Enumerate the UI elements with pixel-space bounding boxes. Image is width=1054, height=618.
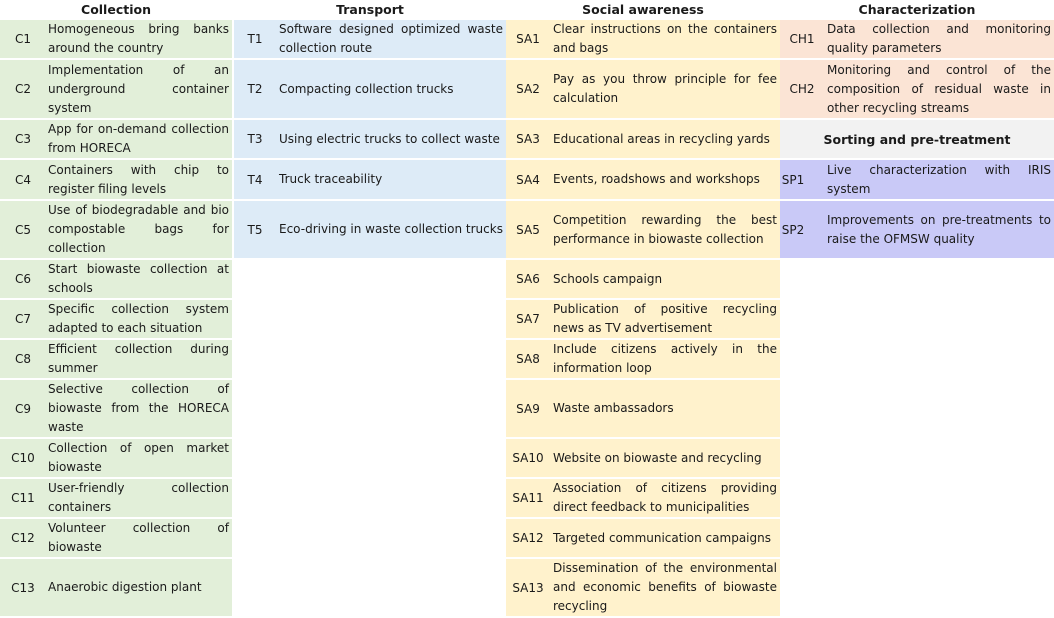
row-description: Dissemination of the environmental and economic benefits of biowaste recycling (553, 561, 777, 613)
row-code: C8 (14, 352, 31, 366)
row-description: Eco-driving in waste collection trucks (279, 222, 503, 236)
social-awareness-header: Social awareness (506, 0, 780, 21)
table-row (0, 160, 232, 201)
row-description: Waste ambassadors (553, 401, 674, 415)
row-description: Monitoring and control of the composition of residual waste in other recycling streams (827, 62, 1051, 115)
row-code: SP1 (781, 172, 805, 187)
sorting-pretreatment-header: Sorting and pre-treatment (780, 120, 1054, 160)
row-code: SA7 (516, 312, 540, 326)
row-description: Competition rewarding the best performance in biowaste collection (553, 212, 777, 246)
row-code: C12 (11, 531, 35, 545)
row-code: SA1 (516, 32, 540, 46)
row-code: C4 (14, 172, 31, 187)
table-row (0, 340, 232, 380)
table-row (506, 380, 780, 439)
row-code: C2 (14, 82, 31, 96)
row-description: Use of biodegradable and bio compostable bags for collection (48, 203, 229, 255)
row-code: C3 (14, 132, 31, 146)
row-description: Efficient collection during summer (48, 342, 229, 375)
table-row (234, 160, 506, 201)
table-row (0, 260, 232, 300)
row-description: Implementation of an underground container system (48, 62, 229, 115)
table-row (0, 439, 232, 479)
table-row (0, 479, 232, 519)
row-code: SA8 (516, 352, 540, 366)
table-row (780, 160, 1054, 201)
row-description: Live characterization with IRIS system (827, 162, 1051, 196)
row-code: C11 (11, 491, 35, 505)
row-code: C6 (14, 272, 31, 286)
row-description: Events, roadshows and workshops (553, 172, 760, 186)
table-row (506, 479, 780, 519)
row-code: T5 (247, 222, 263, 237)
row-code: SA11 (512, 491, 544, 505)
table-row (506, 519, 780, 559)
row-description: Include citizens actively in the information loop (553, 342, 777, 375)
table-row (506, 559, 780, 618)
row-code: T3 (247, 132, 263, 146)
table-row (506, 340, 780, 380)
table-row (506, 201, 780, 260)
row-code: T4 (247, 172, 263, 187)
table-row (0, 60, 232, 120)
table-row (234, 60, 506, 120)
row-code: SP2 (781, 222, 805, 237)
table-row (780, 60, 1054, 120)
row-code: C13 (11, 580, 35, 595)
row-description: Compacting collection trucks (279, 81, 454, 96)
transport-header: Transport (234, 0, 506, 21)
table-row (506, 300, 780, 340)
table-row (506, 60, 780, 120)
row-code: C9 (14, 401, 31, 416)
row-description: Collection of open market biowaste (48, 441, 229, 474)
row-description: Data collection and monitoring quality parameters (827, 22, 1051, 55)
row-description: Volunteer collection of biowaste (48, 521, 229, 554)
row-code: CH2 (789, 82, 815, 96)
table-row (0, 559, 232, 618)
row-description: Anaerobic digestion plant (48, 580, 202, 594)
table-row (506, 20, 780, 60)
table-row (0, 20, 232, 60)
row-description: Software designed optimized waste collection route (279, 22, 503, 55)
row-code: SA2 (516, 82, 540, 96)
row-code: C5 (14, 222, 31, 237)
row-code: SA13 (512, 580, 544, 595)
row-code: SA10 (512, 451, 544, 465)
row-description: Association of citizens providing direct feedback to municipalities (553, 481, 777, 514)
row-description: Targeted communication campaigns (553, 530, 771, 545)
table-row (0, 300, 232, 340)
table-row (780, 201, 1054, 260)
row-code: SA9 (516, 401, 540, 416)
table-row (506, 160, 780, 201)
table-row (0, 380, 232, 439)
row-description: Educational areas in recycling yards (553, 131, 770, 146)
row-description: Containers with chip to register filing levels (48, 162, 229, 196)
table-row (506, 120, 780, 160)
row-description: App for on-demand collection from HORECA (48, 122, 229, 155)
row-description: Start biowaste collection at schools (48, 262, 229, 295)
table-row (234, 120, 506, 160)
row-code: SA6 (516, 272, 540, 286)
row-description: Publication of positive recycling news as TV advertisement (553, 302, 777, 335)
row-code: SA4 (516, 172, 540, 187)
row-code: SA5 (516, 222, 540, 237)
collection-header: Collection (0, 0, 232, 21)
row-description: Pay as you throw principle for fee calculation (553, 72, 777, 105)
table-row (506, 260, 780, 300)
row-description: Using electric trucks to collect waste (279, 131, 500, 146)
table-row (0, 120, 232, 160)
row-description: Truck traceability (279, 172, 383, 186)
row-code: C10 (11, 451, 35, 465)
row-code: C7 (14, 312, 31, 326)
row-code: SA3 (516, 132, 540, 146)
characterization-header: Characterization (780, 0, 1054, 21)
table-row (234, 201, 506, 260)
row-code: T1 (247, 32, 263, 46)
row-description: User-friendly collection containers (48, 481, 229, 514)
table-row (780, 20, 1054, 60)
row-description: Homogeneous bring banks around the country (48, 22, 229, 55)
table-row (234, 20, 506, 60)
row-description: Clear instructions on the containers and bags (553, 22, 777, 55)
row-description: Improvements on pre-treatments to raise the OFMSW quality (827, 212, 1051, 246)
table-row (0, 519, 232, 559)
row-description: Schools campaign (553, 271, 663, 286)
row-code: C1 (14, 32, 31, 46)
row-description: Website on biowaste and recycling (553, 450, 762, 465)
table-row (0, 201, 232, 260)
row-code: CH1 (789, 32, 815, 46)
row-description: Specific collection system adapted to each situation (48, 302, 229, 335)
table-row (506, 439, 780, 479)
row-code: T2 (247, 82, 263, 96)
row-code: SA12 (512, 531, 544, 545)
row-description: Selective collection of biowaste from the HORECA waste (48, 382, 229, 434)
